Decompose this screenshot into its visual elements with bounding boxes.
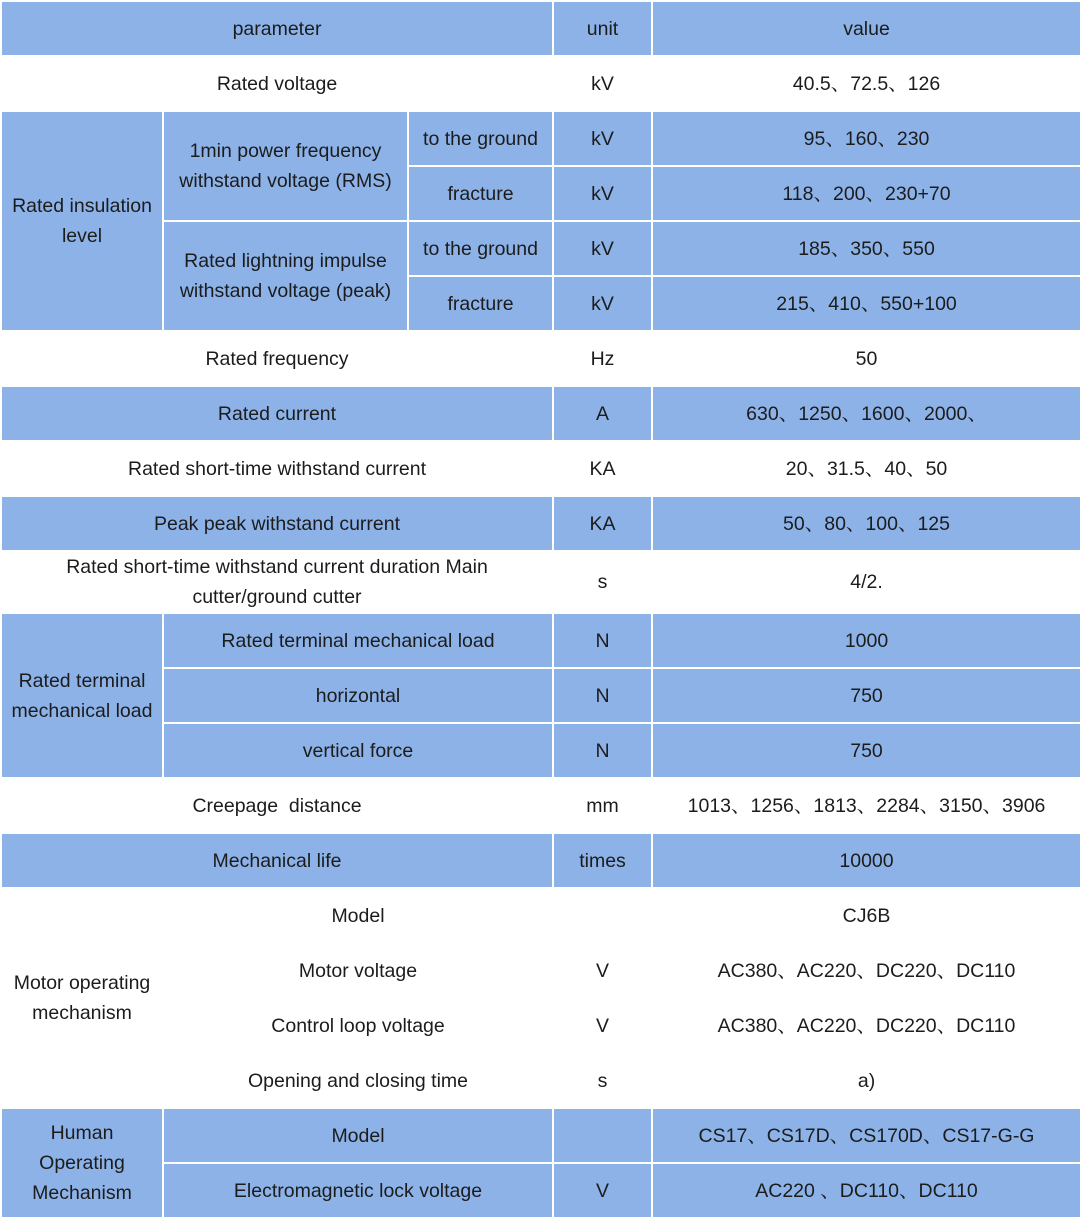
param-value: AC380、AC220、DC220、DC110: [652, 998, 1080, 1053]
table-row: [1, 613, 1080, 668]
param-unit: s: [553, 1053, 652, 1108]
param-label: to the ground: [408, 221, 553, 276]
param-unit: V: [553, 998, 652, 1053]
param-label: Electromagnetic lock voltage: [163, 1163, 553, 1218]
table-row: [1, 1108, 1080, 1163]
table-row: [1, 331, 1080, 386]
param-label: Rated current: [1, 386, 553, 441]
header-value: value: [652, 1, 1080, 56]
param-value: 215、410、550+100: [652, 276, 1080, 331]
param-label: fracture: [408, 166, 553, 221]
group-label-motor: Motor operating mechanism: [1, 888, 163, 1108]
param-unit: kV: [553, 111, 652, 166]
table-row: [1, 1053, 1080, 1108]
param-label: Motor voltage: [163, 943, 553, 998]
param-value: 10000: [652, 833, 1080, 888]
param-unit: [553, 1108, 652, 1163]
table-row: [1, 496, 1080, 551]
param-unit: N: [553, 668, 652, 723]
table-row: [1, 833, 1080, 888]
param-value: 50: [652, 331, 1080, 386]
param-label: horizontal: [163, 668, 553, 723]
header-row: [1, 1, 1080, 56]
param-label: fracture: [408, 276, 553, 331]
param-unit: KA: [553, 441, 652, 496]
param-label: Model: [163, 888, 553, 943]
table-row: [1, 386, 1080, 441]
param-value: 750: [652, 723, 1080, 778]
param-unit: V: [553, 1163, 652, 1218]
param-value: a): [652, 1053, 1080, 1108]
table-row: [1, 778, 1080, 833]
param-value: AC220 、DC110、DC110: [652, 1163, 1080, 1218]
param-label: Creepage distance: [1, 778, 553, 833]
subgroup-label-lightning: Rated lightning impulse withstand voltage (peak): [163, 221, 408, 331]
param-label: Mechanical life: [1, 833, 553, 888]
table-row: [1, 723, 1080, 778]
table-row: [1, 668, 1080, 723]
group-label-terminal-load: Rated terminal mechanical load: [1, 613, 163, 778]
param-value: 95、160、230: [652, 111, 1080, 166]
table-row: [1, 441, 1080, 496]
param-value: 750: [652, 668, 1080, 723]
param-value: 20、31.5、40、50: [652, 441, 1080, 496]
param-value: 118、200、230+70: [652, 166, 1080, 221]
param-value: CJ6B: [652, 888, 1080, 943]
param-unit: Hz: [553, 331, 652, 386]
param-unit: times: [553, 833, 652, 888]
param-unit: KA: [553, 496, 652, 551]
header-unit: unit: [553, 1, 652, 56]
param-unit: kV: [553, 56, 652, 111]
param-value: 1013、1256、1813、2284、3150、3906: [652, 778, 1080, 833]
param-label: Rated terminal mechanical load: [163, 613, 553, 668]
param-unit: mm: [553, 778, 652, 833]
table-row: [1, 998, 1080, 1053]
param-label: Rated short-time withstand current duration Main cutter/ground cutter: [1, 551, 553, 613]
param-unit: kV: [553, 221, 652, 276]
param-label: Model: [163, 1108, 553, 1163]
param-value: 4/2.: [652, 551, 1080, 613]
table-row: [1, 943, 1080, 998]
param-value: 1000: [652, 613, 1080, 668]
param-label: vertical force: [163, 723, 553, 778]
param-label: Control loop voltage: [163, 998, 553, 1053]
table-row: [1, 888, 1080, 943]
param-value: 630、1250、1600、2000、: [652, 386, 1080, 441]
group-label-human: Human Operating Mechanism: [1, 1108, 163, 1218]
param-unit: N: [553, 723, 652, 778]
table-row: [1, 221, 1080, 276]
param-value: 185、350、550: [652, 221, 1080, 276]
param-value: 50、80、100、125: [652, 496, 1080, 551]
table-row: [1, 111, 1080, 166]
subgroup-label-power-frequency: 1min power frequency withstand voltage (RMS): [163, 111, 408, 221]
param-label: Rated short-time withstand current: [1, 441, 553, 496]
param-value: CS17、CS17D、CS170D、CS17-G-G: [652, 1108, 1080, 1163]
param-label: Opening and closing time: [163, 1053, 553, 1108]
param-unit: [553, 888, 652, 943]
table-row: [1, 1163, 1080, 1218]
param-label: Rated frequency: [1, 331, 553, 386]
param-unit: kV: [553, 276, 652, 331]
param-unit: N: [553, 613, 652, 668]
param-value: 40.5、72.5、126: [652, 56, 1080, 111]
param-unit: kV: [553, 166, 652, 221]
group-label-insulation: Rated insulation level: [1, 111, 163, 331]
param-label: to the ground: [408, 111, 553, 166]
param-unit: s: [553, 551, 652, 613]
param-unit: V: [553, 943, 652, 998]
param-value: AC380、AC220、DC220、DC110: [652, 943, 1080, 998]
param-unit: A: [553, 386, 652, 441]
header-parameter: parameter: [1, 1, 553, 56]
table-row: [1, 551, 1080, 613]
table-row: [1, 56, 1080, 111]
param-label: Peak peak withstand current: [1, 496, 553, 551]
param-label: Rated voltage: [1, 56, 553, 111]
